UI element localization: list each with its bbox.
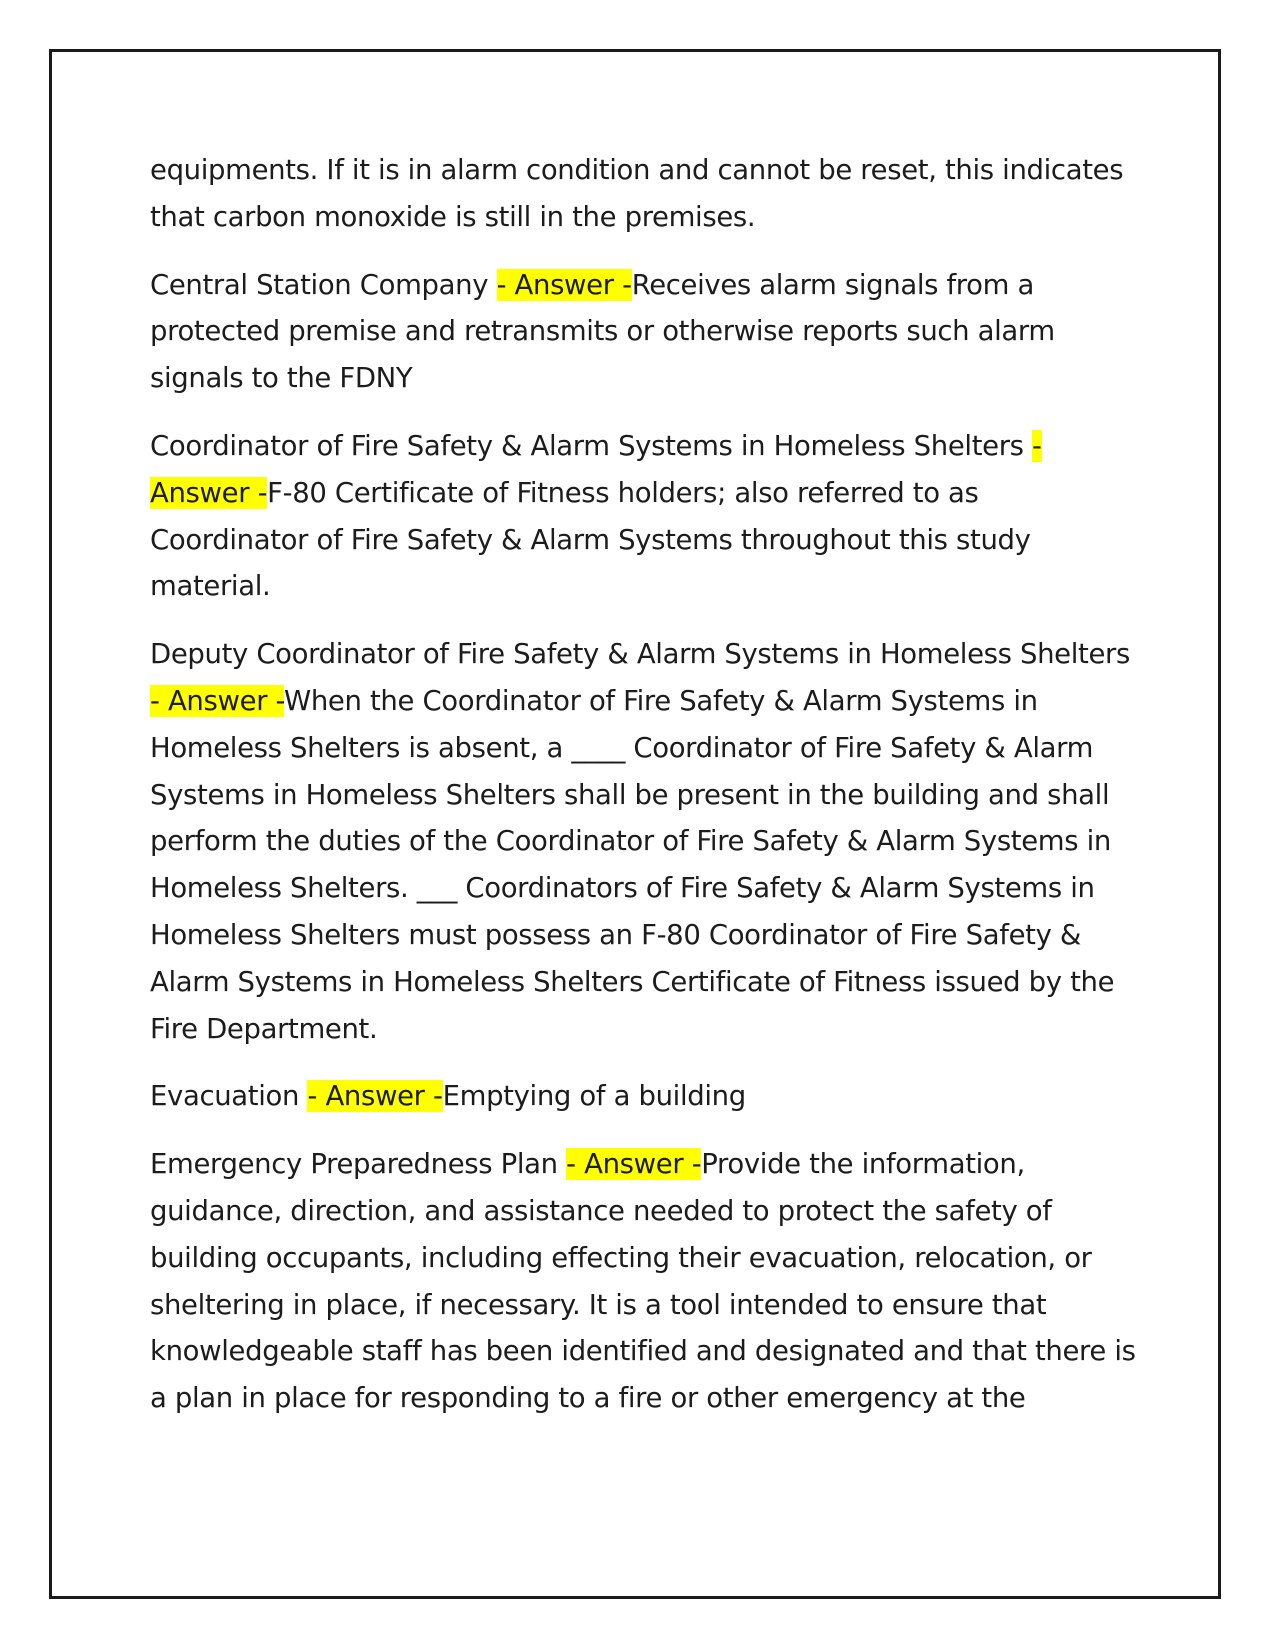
answer-marker: - Answer - (150, 684, 285, 717)
answer-text: When the Coordinator of Fire Safety & Alarm Systems in Homeless Shelters is absent, a ____ Coordinator of Fire Safety & Alarm Systems in Homeless Shelters shall be present in the building and shall perform the duties of the Coordinator of Fire Safety & Alarm Systems in Homeless Shelters. ___ Coordinators of Fire Safety & Alarm Systems in Homeless Shelters must possess an F-80 Coordinator of Fire Safety & Alarm Systems in Homeless Shelters Certificate of Fitness issued by the Fire Department. (150, 684, 1115, 1045)
answer-marker: - Answer - (307, 1080, 443, 1113)
continuation-paragraph: equipments. If it is in alarm condition and cannot be reset, this indicates that carbon monoxide is still in the premises. (150, 154, 1124, 233)
entry-central-station-company (150, 262, 1140, 402)
term: Deputy Coordinator of Fire Safety & Alarm Systems in Homeless Shelters (150, 638, 1130, 671)
answer-marker: - Answer - (496, 268, 632, 301)
answer-marker: - Answer - (150, 429, 1042, 509)
document-body (150, 147, 1140, 1443)
term: Coordinator of Fire Safety & Alarm Systems in Homeless Shelters (150, 429, 1033, 462)
term: Emergency Preparedness Plan (150, 1148, 567, 1181)
answer-text: Receives alarm signals from a protected premise and retransmits or otherwise reports such alarm signals to the FDNY (150, 268, 1055, 395)
term: Central Station Company (150, 268, 497, 301)
answer-text: Emptying of a building (442, 1080, 746, 1113)
entry-deputy-coordinator (150, 631, 1140, 1052)
answer-text: F-80 Certificate of Fitness holders; also referred to as Coordinator of Fire Safety & Alarm Systems throughout this study material. (150, 476, 1031, 603)
entry-coordinator (150, 423, 1140, 610)
answer-marker: - Answer - (566, 1148, 702, 1181)
entry-evacuation (150, 1073, 1140, 1120)
entry-emergency-preparedness-plan (150, 1141, 1140, 1422)
answer-text: Provide the information, guidance, direction, and assistance needed to protect the safety of building occupants, including effecting their evacuation, relocation, or sheltering in place, if necessary. It is a tool intended to ensure that knowledgeable staff has been identified and designated and that there is a plan in place for responding to a fire or other emergency at the (150, 1148, 1136, 1415)
term: Evacuation (150, 1080, 308, 1113)
